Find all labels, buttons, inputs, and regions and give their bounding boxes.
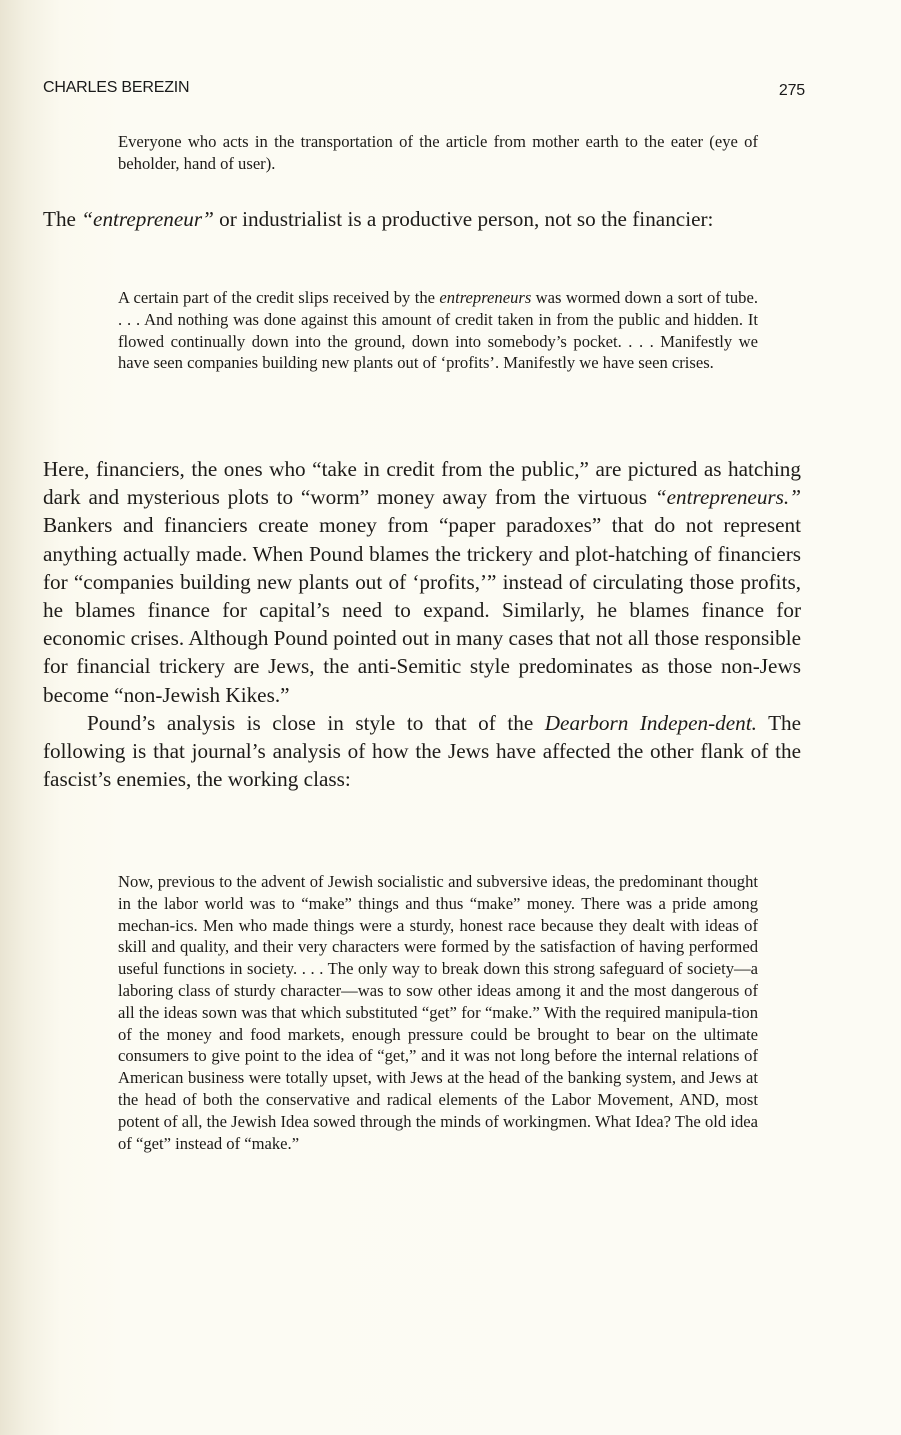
block-quote-2: [118, 287, 758, 374]
paragraph-3-italic: Dearborn Indepen-dent.: [544, 710, 757, 735]
block-quote-2-italic: entrepreneurs: [439, 288, 532, 307]
block-quote-3: [118, 871, 758, 1154]
block-quote-2-pre: A certain part of the credit slips received by the: [118, 288, 440, 307]
paragraph-1-post: or industrialist is a productive person, not so the financier:: [213, 207, 714, 231]
page-number: 275: [778, 82, 805, 99]
paragraph-2-italic: “entrepreneurs.”: [654, 485, 801, 510]
paragraph-1: [43, 205, 801, 233]
paragraph-2: [43, 455, 801, 793]
block-quote-3-text: Now, previous to the advent of Jewish socialistic and subversive ideas, the predominant thought in the labor world was to “make” things and thus “make” money. There was a pride among mechan-ics. Men who made things were a sturdy, honest race because they dealt with ideas of skill and quality, and their very characters were formed by the satisfaction of having performed useful functions in society. . . . The only way to break down this strong safeguard of society—a laboring class of sturdy character—was to sow other ideas among it and the most dangerous of all the ideas sown was that which substituted “get” for “make.” With the required manipula-tion of the money and food markets, enough pressure could be brought to bear on the ultimate consumers to give point to the idea of “get,” and it was not long before the internal relations of American business were totally upset, with Jews at the head of the banking system, and Jews at the head of both the conservative and radical elements of the Labor Movement, AND, most potent of all, the Jewish Idea sowed through the minds of workingmen. What Idea? The old idea of “get” instead of “make.”: [118, 872, 758, 1153]
paragraph-3-pre: Pound’s analysis is close in style to that of the: [87, 710, 545, 735]
running-head-author: CHARLES BEREZIN: [43, 79, 190, 96]
paragraph-2-pre: Here, financiers, the ones who “take in credit from the public,” are pictured as hatching dark and mysterious plots to “worm” money away from the virtuous: [43, 457, 801, 510]
block-quote-2-post: was wormed down a sort of tube. . . . And nothing was done against this amount of credit taken in from the public and hidden. It flowed continually down into the ground, down into somebody’s pocket. . . . Manifestly we have seen companies building new plants out of ‘profits’. Manifestly we have seen crises.: [118, 288, 758, 373]
paragraph-3-post: The following is that journal’s analysis of how the Jews have affected the other flank of the fascist’s enemies, the working class:: [43, 710, 802, 792]
block-quote-1-text: Everyone who acts in the transportation of the article from mother earth to the eater (eye of beholder, hand of user).: [118, 132, 758, 173]
block-quote-1: [118, 131, 758, 175]
paragraph-1-pre: The: [43, 207, 82, 231]
paragraph-3: [43, 709, 801, 794]
paragraph-1-italic: “entrepreneur”: [81, 207, 214, 231]
paragraph-2-post: Bankers and financiers create money from “paper paradoxes” that do not represent anything actually made. When Pound blames the trickery and plot-hatching of financiers for “companies building new plants out of ‘profits,’” instead of circulating those profits, he blames finance for capital’s need to expand. Similarly, he blames finance for economic crises. Although Pound pointed out in many cases that not all those responsible for financial trickery are Jews, the anti-Semitic style predominates as those non-Jews become “non-Jewish Kikes.”: [43, 513, 801, 707]
